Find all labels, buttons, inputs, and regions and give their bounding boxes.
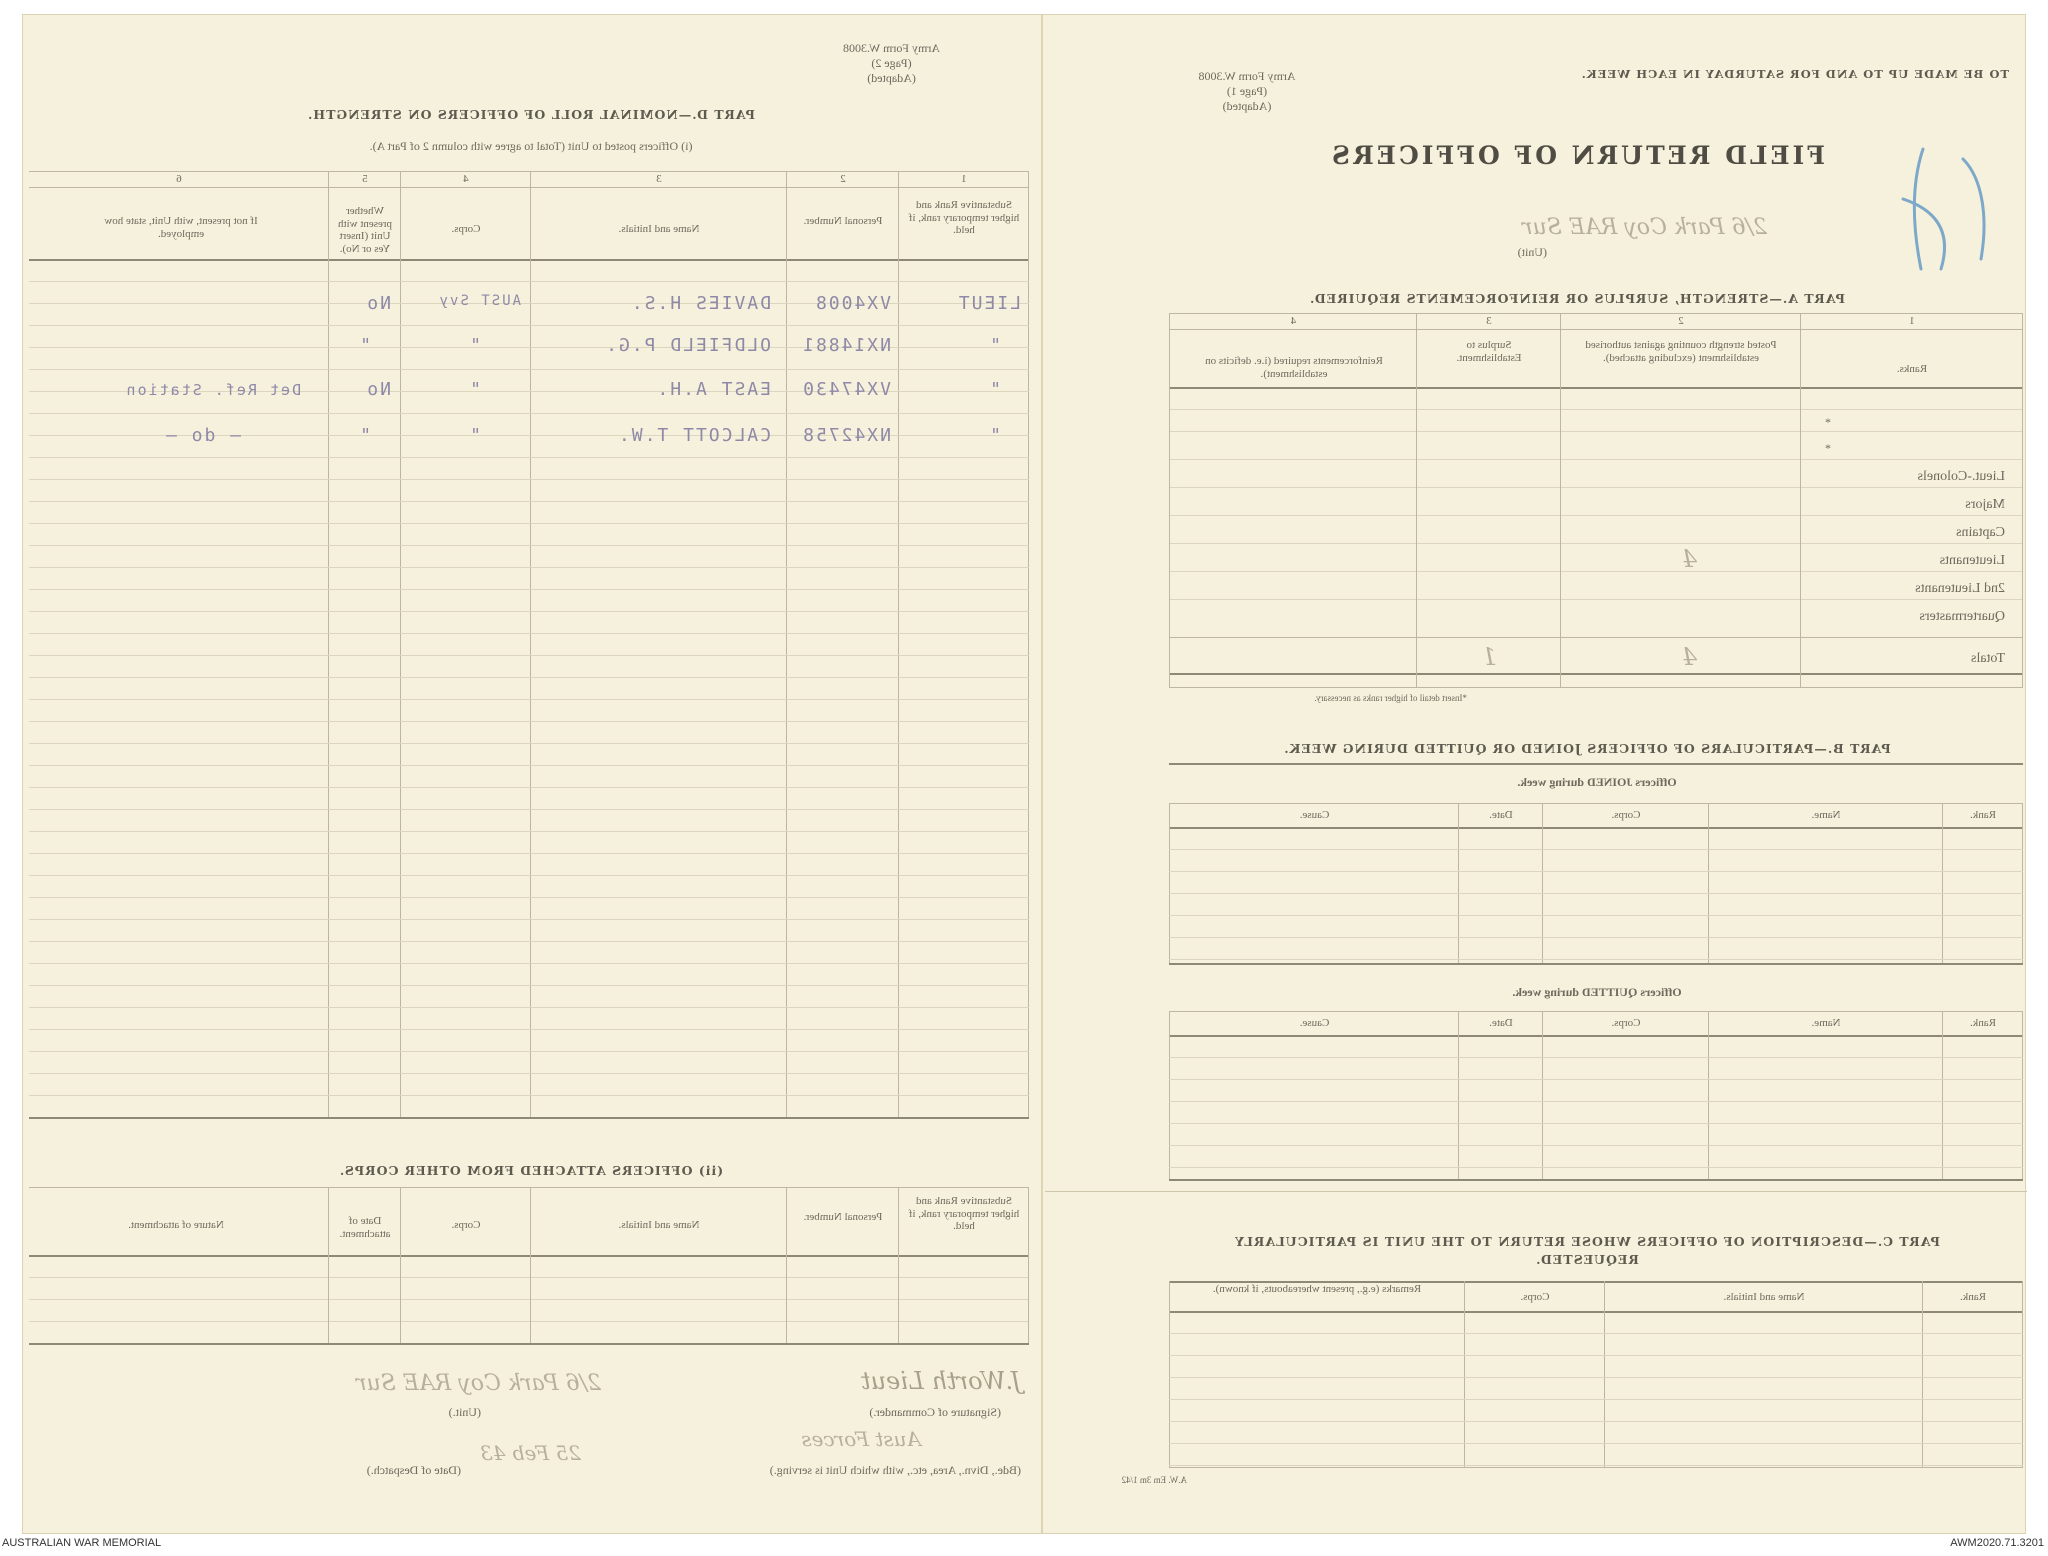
ruled-line [29,699,1029,700]
ruled-line [1169,1079,2023,1080]
document-sheet [22,14,2026,1534]
footer-archive-name: AUSTRALIAN WAR MEMORIAL [2,1537,162,1549]
ruled-line [29,655,1029,656]
footer-accession-number: AWM2020.71.3201 [1950,1537,2044,1549]
date-written: 25 Feb 43 [479,1441,581,1465]
rank-row-quartermasters: Quartermasters [1919,609,2005,624]
ruled-line [29,523,1029,524]
pencil-totals-count: 4 [1681,643,1697,671]
col-head-name: Name and Initials. [618,223,700,235]
ruled-line [29,963,1029,964]
pencil-surplus-count: 1 [1481,643,1497,671]
ruled-line [1169,849,2023,850]
ruled-line [1169,1101,2023,1102]
col-head-number: Personal Number. [803,215,883,227]
ruled-line [29,721,1029,722]
despatch-label: (Date of Despatch.) [366,1463,461,1477]
ruled-line [1169,937,2023,938]
ruled-line [29,875,1029,876]
ruled-line [29,1007,1029,1008]
entry-4-present: " [358,425,371,446]
ruled-line [29,677,1029,678]
entry-1-rank: LIEUT [956,293,1021,314]
ruled-line [29,1073,1029,1074]
part-a-col-reinforcements: Reinforcements required (i.e. deficits on establishment). [1205,355,1383,380]
entry-2-number: NX14881 [801,335,891,356]
entry-2-present: " [358,335,371,356]
ruled-line [1169,1145,2023,1146]
entry-3-name: EAST A.H. [655,379,771,400]
area-written: Aust Forces [801,1427,921,1451]
ruled-line [29,501,1029,502]
ruled-line [29,765,1029,766]
ruled-line [1169,1167,2023,1168]
ruled-line [29,897,1029,898]
ruled-line [29,611,1029,612]
col-head-corps: Corps. [451,223,481,235]
entry-3-corps: " [468,379,481,400]
ruled-line [1169,1443,2023,1444]
ruled-line [29,479,1029,480]
ruled-line [1169,1377,2023,1378]
ruled-line [29,457,1029,458]
rank-row-lt-colonels: Lieut.-Colonels [1917,469,2005,484]
rank-row-majors: Majors [1965,497,2005,512]
entry-3-employed: Det Ref. Station [124,381,301,399]
print-code: A.W. Em 3m 1/42 [1121,1475,1187,1485]
entry-3-rank: " [988,379,1001,400]
ruled-line [29,1029,1029,1030]
entry-1-number: VX4008 [813,293,891,314]
part-a-footnote: *Insert detail of higher ranks as necessary. [1314,693,1467,703]
ruled-line [29,589,1029,590]
rank-row-star-2: * [1825,441,1831,455]
unit-handwritten: 2/6 Park Coy RAE Sur [1522,215,1767,240]
entry-2-rank: " [988,335,1001,356]
commander-signature: J.Worth Lieut [861,1367,1021,1395]
part-b-heading: PART B.—PARTICULARS OF OFFICERS JOINED OR QUITTED DURING WEEK. [1283,741,1891,756]
ruled-line [29,787,1029,788]
ruled-line [1169,893,2023,894]
ruled-line [29,985,1029,986]
quitted-heading: Officers QUITTED during week. [1512,985,1682,999]
top-note: TO BE MADE UP TO AND FOR SATURDAY IN EACH WEEK. [1580,67,2009,81]
unit-label: (Unit.) [448,1405,481,1419]
ruled-line [29,325,1029,326]
ruled-line [29,281,1029,282]
entry-1-name: DAVIES H.S. [629,293,771,314]
entry-3-number: VX47430 [801,379,891,400]
part-a-col-ranks: Ranks. [1896,363,1928,375]
ruled-line [1169,1399,2023,1400]
entry-4-number: NX42758 [801,425,891,446]
part-a-col-posted: Posted strength counting against authorised establishment (excluding attached). [1585,339,1777,364]
part-a-col-surplus: Surplus to Establishment. [1456,339,1522,364]
entry-4-rank: " [988,425,1001,446]
part-c-heading: PART C.—DESCRIPTION OF OFFICERS WHOSE RETURN TO THE UNIT IS PARTICULARLY REQUESTED. [1234,1234,1940,1267]
ruled-line [29,567,1029,568]
entry-1-corps: AUST Svy [437,293,521,309]
col-head-employed: If not present, with Unit, state how employed. [104,215,258,240]
ruled-line [29,831,1029,832]
ruled-line [1169,871,2023,872]
ruled-line [1169,915,2023,916]
ruled-line [29,1095,1029,1096]
ruled-line [1169,1465,2023,1466]
blue-crayon-mark [1893,119,2013,289]
col-head-rank: Substantive Rank and higher temporary rank, if held. [908,199,1020,237]
ruled-line [29,853,1029,854]
ruled-line [29,633,1029,634]
rank-row-2nd-lieutenants: 2nd Lieutenants [1915,581,2005,596]
part-d-sub-ii: (ii) OFFICERS ATTACHED FROM OTHER CORPS. [338,1163,724,1178]
pencil-lieutenants-count: 4 [1681,545,1697,573]
entry-4-employed: — do — [163,425,241,446]
page-2-nominal-roll: Army Form W.3008 (Page 2) (Adapted) PART D.—NOMINAL ROLL OF OFFICERS ON STRENGTH. (i) Officers posted to Unit (Total to agree with column 2 of Part A). 1 2 3 4 5 6 Substantive Rank and higher temporary rank, if held. Personal Number. Name and Initials. Corps. Whether present with Unit (Insert Yes or No). If not present, with Unit, state how employed. LIEUT VX4008 DAVIES H.S. AUST Svy No " NX14881 OLDFIELD P.G. " " " VX47430 EAST A.H. " No Det Ref. Station " NX42758 CALCOTT T.W. " " — do — (ii) OFFICERS ATTACHED FROM OTHER CORPS. Substantive Rank and higher temporary rank, if held. Personal Number. Name and Initials. Corps. Date of attachment. Nature of attachment. J.Worth Lieut (Signature of Commander.) 2/6 Park Coy RAE Sur (Unit.) Aust Forces (Bde., Divn., Area, etc., with which Unit is serving.) 25 Feb 43 (Date of Despatch.) [23,15,1041,1533]
ruled-line [29,545,1029,546]
entry-2-corps: " [468,335,481,356]
form-id-page-1: Army Form W.3008 (Page 1) (Adapted) [1198,69,1296,113]
ruled-line [1169,1355,2023,1356]
ruled-line [1169,1421,2023,1422]
document-title: FIELD RETURN OF OFFICERS [1329,141,1826,170]
ruled-line [1169,1333,2023,1334]
ruled-line [29,919,1029,920]
rank-row-totals: Totals [1970,651,2005,666]
unit-label-page-1: (Unit) [1517,245,1547,259]
rank-row-lieutenants: Lieutenants [1939,553,2005,568]
rank-row-captains: Captains [1956,525,2005,540]
form-id-page-2: Army Form W.3008 (Page 2) (Adapted) [843,41,941,85]
ruled-line [29,1051,1029,1052]
page-1-field-return: TO BE MADE UP TO AND FOR SATURDAY IN EACH WEEK. Army Form W.3008 (Page 1) (Adapted) FIELD RETURN OF OFFICERS 2/6 Park Coy RAE Sur (Unit) PART A.—STRENGTH, SURPLUS OR REINFORCEMENTS REQUIRED. 1 2 3 4 Ranks. Posted strength counting against authorised establishment (excluding attached). Surplus to Establishment. Reinforcements required (i.e. deficits on establishment). * * Lieut.-Colonels Majors Captains Lieutenants 2nd Lieutenants Quartermasters Totals 4 4 1 *Insert detail of higher ranks as necessary. PART B.—PARTICULARS OF OFFICERS JOINED OR QUITTED DURING WEEK. Officers JOINED during week. Rank. Name. Corps. Date. Cause. Officers QUITTED during week. Rank. Name. Corps. Date. Cause. PART C.—DESCRIPTION OF OFFICERS WHOSE RETURN TO THE UNIT IS PARTICULARLY REQUESTED. Rank. Name and Initials. Corps. Remarks (e.g., present whereabouts, if known). A.W. Em 3m 1/42 [1045,15,2027,1533]
entry-1-present: No [365,293,391,314]
rank-row-star-1: * [1825,415,1831,429]
ruled-line [29,941,1029,942]
joined-heading: Officers JOINED during week. [1517,775,1677,789]
area-label: (Bde., Divn., Area, etc., with which Unit is serving.) [769,1463,1021,1477]
ruled-line [1169,959,2023,960]
ruled-line [1169,1057,2023,1058]
entry-4-corps: " [468,425,481,446]
entry-4-name: CALCOTT T.W. [616,425,771,446]
ruled-line [29,743,1029,744]
unit-written: 2/6 Park Coy RAE Sur [356,1371,601,1396]
entry-3-present: No [365,379,391,400]
center-fold [1041,15,1043,1533]
entry-2-name: OLDFIELD P.G. [604,335,771,356]
ruled-line [29,369,1029,370]
part-d-heading: PART D.—NOMINAL ROLL OF OFFICERS ON STRENGTH. [306,107,756,122]
part-a-heading: PART A.—STRENGTH, SURPLUS OR REINFORCEMENTS REQUIRED. [1309,291,1845,306]
part-d-sub-i: (i) Officers posted to Unit (Total to agree with column 2 of Part A). [369,139,693,153]
ruled-line [29,809,1029,810]
commander-label: (Signature of Commander.) [869,1405,1001,1419]
ruled-line [29,413,1029,414]
ruled-line [1169,1123,2023,1124]
col-head-present: Whether present with Unit (Insert Yes or No). [337,205,393,255]
